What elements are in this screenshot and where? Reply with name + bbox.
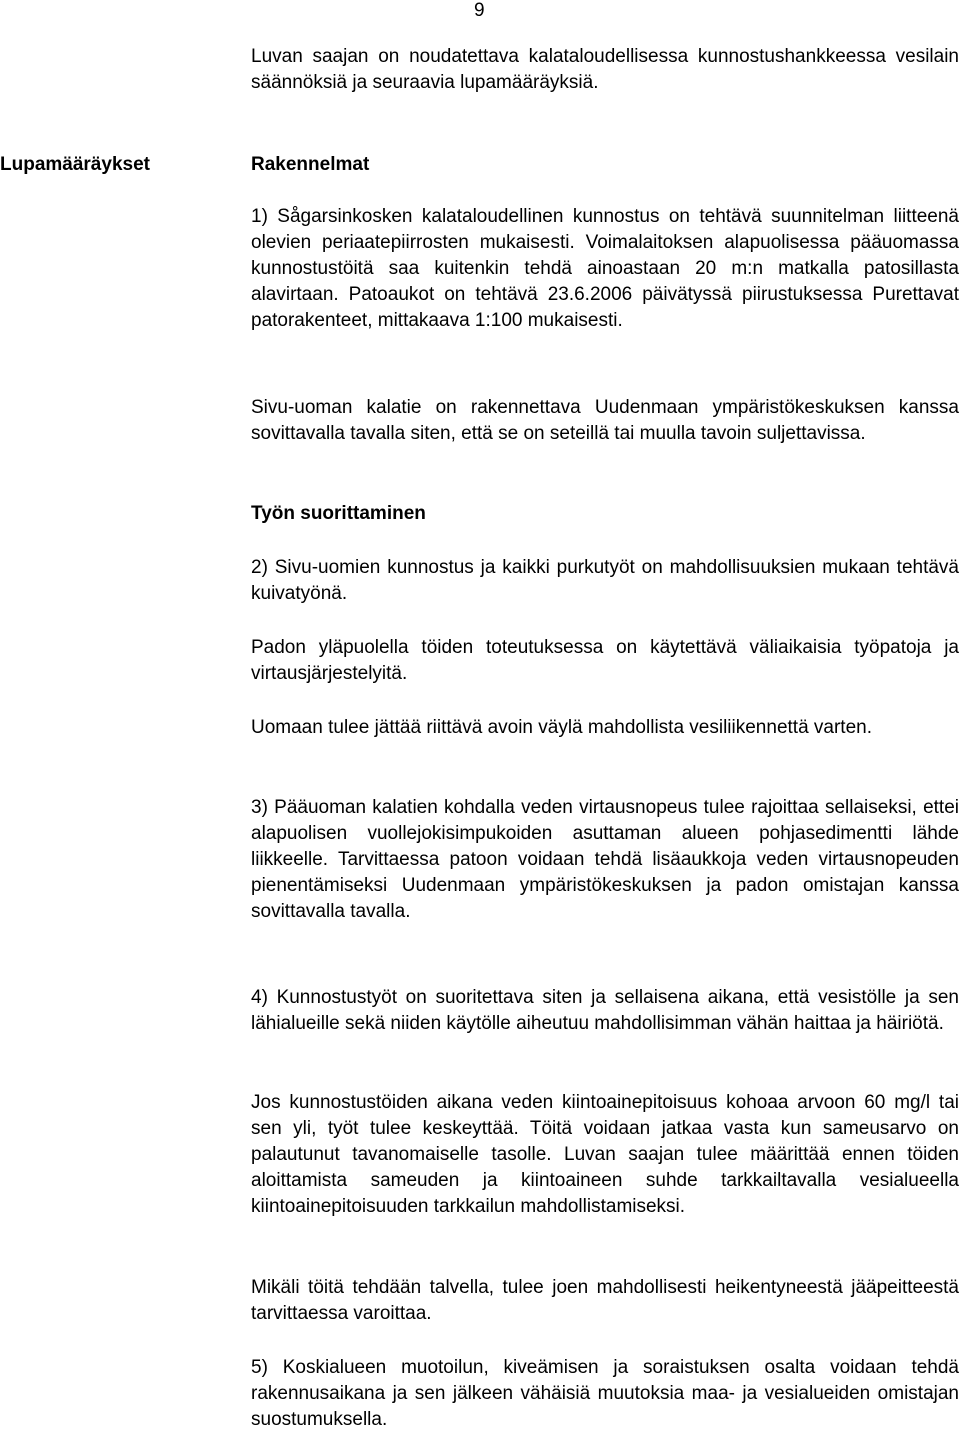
section-heading-tyon-suorittaminen: Työn suorittaminen [251,503,426,524]
paragraph [251,1090,959,1220]
paragraph [251,1275,959,1327]
paragraph [251,635,959,687]
paragraph-text: Jos kunnostustöiden aikana veden kiintoainepitoisuus kohoaa arvoon 60 mg/l tai sen yli, työt tulee keskeyttää. Töitä voidaan jatkaa vasta kun sameusarvo on palautunut tavanomaiselle tasolle. Luvan saajan tulee määrittää ennen töiden aloittamista sameuden ja kiintoaineen suhde tarkkailtavalla vesialueella kiintoainepitoisuuden tarkkailun mahdollistamiseksi. [251,1092,959,1217]
paragraph [251,715,959,741]
page-number: 9 [474,0,485,21]
paragraph-text: 1) Sågarsinkosken kalataloudellinen kunnostus on tehtävä suunnitelman liitteenä olevien periaatepiirrosten mukaisesti. Voimalaitoksen alapuolisessa pääuomassa kunnostustöitä saa kuitenkin tehdä ainoastaan 20 m:n matkalla patosillasta alavirtaan. Patoaukot on tehtävä 23.6.2006 päivätyssä piirustuksessa Purettavat patorakenteet, mittakaava 1:100 mukaisesti. [251,206,959,331]
paragraph-text: Sivu-uoman kalatie on rakennettava Uudenmaan ympäristökeskuksen kanssa sovittavalla tavalla siten, että se on seteillä tai muulla tavoin suljettavissa. [251,397,959,444]
paragraph-text: 3) Pääuoman kalatien kohdalla veden virtausnopeus tulee rajoittaa sellaiseksi, ettei alapuolisen vuollejokisimpukoiden asuttaman alueen pohjasedimentti lähde liikkeelle. Tarvittaessa patoon voidaan tehdä lisäaukkoja veden virtausnopeuden pienentämiseksi Uudenmaan ympäristökeskuksen ja padon omistajan kanssa sovittavalla tavalla. [251,797,959,922]
paragraph [251,395,959,447]
paragraph [251,204,959,334]
paragraph-text: Padon yläpuolella töiden toteutuksessa on käytettävä väliaikaisia työpatoja ja virtausjärjestelyitä. [251,637,959,684]
paragraph [251,1355,959,1433]
section-heading-rakennelmat: Rakennelmat [251,154,370,175]
paragraph-text: Uomaan tulee jättää riittävä avoin väylä mahdollista vesiliikennettä varten. [251,717,872,738]
intro-paragraph [251,44,959,96]
paragraph [251,985,959,1037]
paragraph-text: 4) Kunnostustyöt on suoritettava siten ja sellaisena aikana, että vesistölle ja sen lähialueille sekä niiden käytölle aiheutuu mahdollisimman vähän haittaa ja häiriötä. [251,987,959,1034]
paragraph-text: 2) Sivu-uomien kunnostus ja kaikki purkutyöt on mahdollisuuksien mukaan tehtävä kuivatyönä. [251,557,959,604]
paragraph-text: 5) Koskialueen muotoilun, kiveämisen ja soraistuksen osalta voidaan tehdä rakennusaikana ja sen jälkeen vähäisiä muutoksia maa- ja vesialueiden omistajan suostumuksella. [251,1357,959,1430]
paragraph [251,555,959,607]
side-heading: Lupamääräykset [0,154,150,175]
paragraph-text: Mikäli töitä tehdään talvella, tulee joen mahdollisesti heikentyneestä jääpeitteestä tarvittaessa varoittaa. [251,1277,959,1324]
paragraph [251,795,959,925]
intro-text: Luvan saajan on noudatettava kalataloudellisessa kunnostushankkeessa vesilain säännöksiä ja seuraavia lupamääräyksiä. [251,46,959,93]
